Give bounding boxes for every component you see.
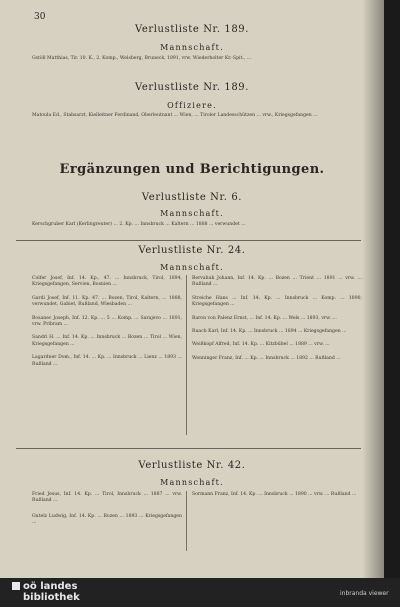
entry: Wenninger Franz, Inf. ... Kp. ... Innsbruck ... 1892 ... Rußland ... bbox=[192, 355, 341, 361]
logo-line-1: oö landes bbox=[23, 581, 78, 592]
column-left-24 bbox=[32, 276, 182, 375]
entry: Gardi Josef, Inf. 11. Kp. 47. ... Bozen, Tirol, Kaltern, ... 1888, verwundet, Gabiet, Rußland, Wiesbaden ... bbox=[32, 295, 182, 308]
paragraph-6-mannschaft: Kerschgruber Karl (Kerlingreuter) ... 2. Kp. ... Innsbruck ... Kaltern ... 1888 ... verwundet ... bbox=[32, 222, 246, 227]
section-title-6: Verlustliste Nr. 6. bbox=[141, 192, 243, 203]
subheading-mannschaft-6: Mannschaft. bbox=[160, 209, 224, 218]
entry: Streiche Hans ... Inf. 14. Kp. ... Innsbruck ... Komp. ... 1890, Kriegsgefangen ... bbox=[192, 295, 362, 308]
separator-rule bbox=[16, 448, 361, 449]
subheading-mannschaft-42: Mannschaft. bbox=[160, 478, 224, 487]
section-title-42: Verlustliste Nr. 42. bbox=[138, 460, 246, 471]
separator-rule bbox=[16, 240, 361, 241]
page-number: 30 bbox=[34, 12, 46, 22]
subheading-mannschaft: Mannschaft. bbox=[160, 43, 224, 52]
entry: Colfer Josef, Inf. 14. Kp., 47. ... Innsbruck, Tirol, 1894, Kriegsgefangen, Servien, Bosnien ... bbox=[32, 276, 182, 288]
entry: Bosanec Joseph, Inf. 12. Kp. ... 5 ... Komp. ... Sarajevo ... 1891, vrw. Pribram ... bbox=[32, 315, 182, 328]
library-logo[interactable] bbox=[12, 581, 80, 603]
entry: Bervahuk Johann, Inf. 14. Kp. ... Bozen ... Trient ... 1891 ... vrw. ... Rußland ... bbox=[192, 276, 362, 288]
entry: Weißkopf Alfred, Inf. 14. Kp. ... Kitzbühel ... 1889 ... vrw. ... bbox=[192, 342, 330, 348]
entry: Gutelz Ludwig, Inf. 14. Kp. ... Bozen ... 1893 ... Kriegsgefangen ... bbox=[32, 513, 182, 526]
entry: Ruach Karl, Inf. 14. Kp. ... Innsbruck ... 1894 ... Kriegsgefangen ... bbox=[192, 329, 347, 335]
entry: Lagardner Dom., Inf. 14. ... Kp. ... Innsbruck ... Lienz ... 1893 ... Rußland ... bbox=[32, 355, 182, 367]
logo-mark-icon bbox=[12, 582, 20, 590]
entry: Fried Jesus, Inf. 14. Kp. ... Tirol, Innsbruck ... 1887 ... vrw. Rußland ... bbox=[32, 492, 182, 504]
entry: Baron von Palenz Ernst, ... Inf. 14. Kp. ... Wels ... 1893, vrw. ... bbox=[192, 315, 337, 321]
entry: Sormann Franz, Inf. 14. Kp. ... Innsbruck ... 1890 ... vrw. ... Rußland ... bbox=[192, 492, 357, 497]
viewer-credit[interactable]: inbranda viewer bbox=[340, 590, 389, 597]
logo-line-2: bibliothek bbox=[23, 592, 80, 603]
column-left-42 bbox=[32, 492, 182, 536]
section-title-189: Verlustliste Nr. 189. bbox=[134, 24, 250, 35]
subheading-offiziere: Offiziere. bbox=[167, 101, 217, 110]
paragraph-189-mannschaft: Gstöll Matthias, Tir. 10. K., 2. Komp., Welsberg, Bruneck, 1891, vrw. Wiederholter Kr.-Spit., ... bbox=[32, 56, 252, 61]
entry: Sandri H. ... Inf. 14. Kp. ... Innsbruck ... Bozen ... Tirol ... Wien, Kriegsgefangen ... bbox=[32, 335, 182, 347]
column-right-24 bbox=[192, 276, 362, 369]
section-title-189b: Verlustliste Nr. 189. bbox=[134, 82, 250, 93]
column-divider-24 bbox=[186, 275, 187, 435]
section-title-24: Verlustliste Nr. 24. bbox=[138, 245, 246, 256]
main-title: Ergänzungen und Berichtigungen. bbox=[59, 162, 325, 177]
column-right-42 bbox=[192, 492, 362, 507]
column-divider-42 bbox=[186, 491, 187, 551]
paragraph-189-offiziere: Matoula Ed., Stabsarzt, Kielleitner Ferdinand, Oberleutnant ... Wien, ... Tiroler Landesschützen ... vrw., Kriegsgefangen ... bbox=[32, 113, 318, 118]
subheading-mannschaft-24: Mannschaft. bbox=[160, 263, 224, 272]
